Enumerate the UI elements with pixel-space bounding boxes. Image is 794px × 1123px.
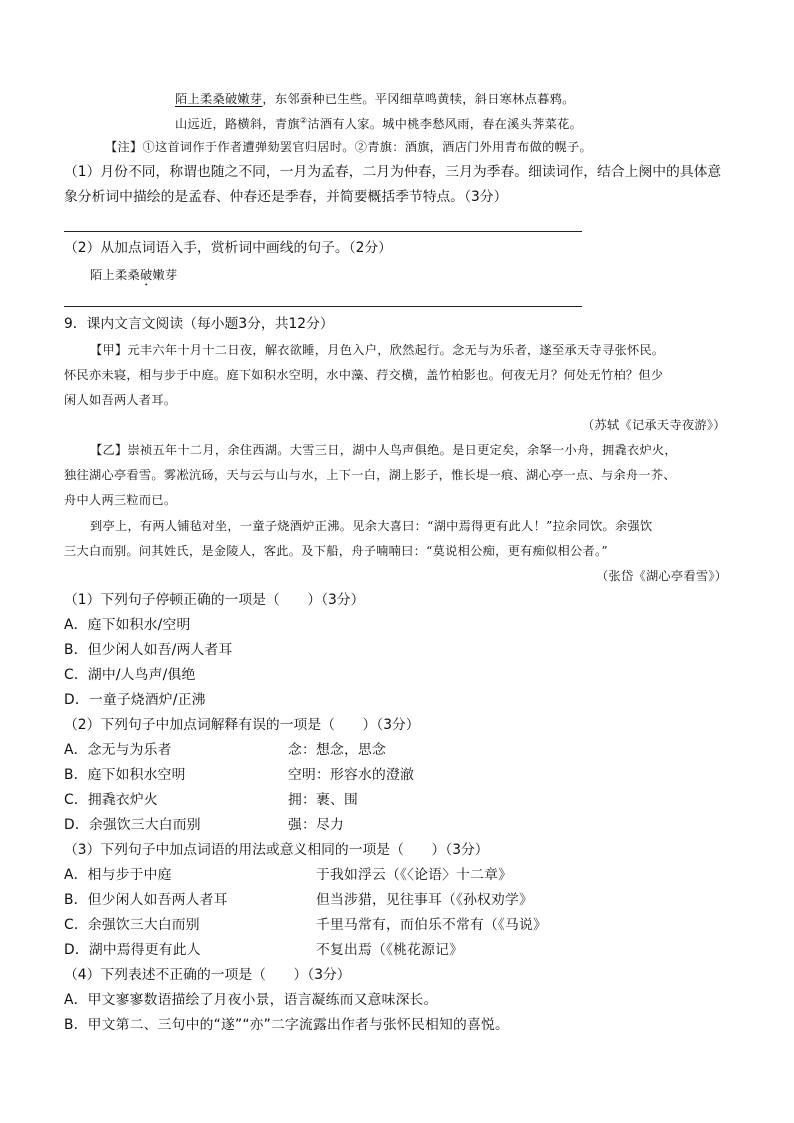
sub2-option-d[interactable]: D．余强饮三大白而别 xyxy=(64,817,201,833)
sub4-option-b[interactable]: B．甲文第二、三句中的“遂”“亦”二字流露出作者与张怀民相知的喜悦。 xyxy=(64,1017,509,1033)
sub3-option-c[interactable]: C．余强饮三大白而别 xyxy=(64,917,200,933)
yi-source: （张岱《湖心亭看雪》） xyxy=(596,569,728,583)
emphasis-dot-word: 破 xyxy=(139,268,153,282)
q8-sub2-quote: 陌上柔桑破嫩芽 xyxy=(90,268,178,282)
sub3-option-a-compare: 于我如浮云（《〈论语〉十二章》 xyxy=(316,867,513,883)
jia-line-1: 【甲】元丰六年十月十二日夜，解衣欲睡，月色入户，欣然起行。念无与为乐者，遂至承天寺寻张怀民。 xyxy=(90,343,665,357)
sub2-option-c-gloss: 拥：裹、围 xyxy=(288,792,358,808)
yi-line-1: 【乙】崇祯五年十二月，余住西湖。大雪三日，湖中人鸟声俱绝。是日更定矣，余拏一小舟，拥毳衣炉火， xyxy=(90,443,677,457)
sub3-option-a[interactable]: A．相与步于中庭 xyxy=(64,867,172,883)
yi-line-4: 到亭上，有两人铺毡对坐，一童子烧酒炉正沸。见余大喜曰：“湖中焉得更有此人！”拉余同饮。余强饮 xyxy=(90,519,653,533)
q8-sub1-line1: （1）月份不同，称谓也随之不同，一月为孟春，二月为仲春，三月为季春。细读词作，结合上阕中的具体意 xyxy=(64,164,722,180)
sub1-stem: （1）下列句子停顿正确的一项是（ ）（3分） xyxy=(64,592,365,608)
sub1-option-a[interactable]: A．庭下如积水/空明 xyxy=(64,617,191,633)
q9-heading: 9．课内文言文阅读（每小题3分，共12分） xyxy=(64,316,334,332)
sub2-option-a-gloss: 念：想念，思念 xyxy=(288,742,386,758)
answer-line-1[interactable] xyxy=(64,231,582,232)
sub3-stem: （3）下列句子中加点词语的用法或意义相同的一项是（ ）（3分） xyxy=(64,842,489,858)
poem-line-1: 陌上柔桑破嫩芽，东邻蚕种已生些。平冈细草鸣黄犊，斜日寒林点暮鸦。 xyxy=(175,92,575,106)
answer-line-2[interactable] xyxy=(64,306,582,307)
sub2-option-b[interactable]: B．庭下如积水空明 xyxy=(64,767,186,783)
yi-line-3: 舟中人两三粒而已。 xyxy=(64,493,177,507)
sub1-option-d[interactable]: D．一童子烧酒炉/正沸 xyxy=(64,692,206,708)
sub3-option-c-compare: 千里马常有，而伯乐不常有（《马说》 xyxy=(316,917,548,933)
sub1-option-c[interactable]: C．湖中/人鸟声/俱绝 xyxy=(64,667,196,683)
q8-sub1-line2: 象分析词中描绘的是孟春、仲春还是季春，并简要概括季节特点。（3分） xyxy=(64,189,508,205)
sub2-stem: （2）下列句子中加点词解释有误的一项是（ ）（3分） xyxy=(64,717,420,733)
sub2-option-d-gloss: 强：尽力 xyxy=(288,817,344,833)
sub3-option-d[interactable]: D．湖中焉得更有此人 xyxy=(64,942,201,958)
sub4-option-a[interactable]: A．甲文寥寥数语描绘了月夜小景，语言凝练而又意味深长。 xyxy=(64,992,438,1008)
jia-line-2: 怀民亦未寝，相与步于中庭。庭下如积水空明，水中藻、荇交横，盖竹柏影也。何夜无月？何处无竹柏？但少 xyxy=(64,368,664,382)
sub2-option-b-gloss: 空明：形容水的澄澈 xyxy=(288,767,414,783)
sub2-option-a[interactable]: A．念无与为乐者 xyxy=(64,742,172,758)
sub1-option-b[interactable]: B．但少闲人如吾/两人者耳 xyxy=(64,642,233,658)
jia-line-3: 闲人如吾两人者耳。 xyxy=(64,393,177,407)
q8-sub2-line: （2）从加点词语入手，赏析词中画线的句子。（2分） xyxy=(64,240,392,256)
sub2-option-c[interactable]: C．拥毳衣炉火 xyxy=(64,792,158,808)
poem-line-2: 山远近，路横斜，青旗②沽酒有人家。城中桃李愁风雨，春在溪头荠菜花。 xyxy=(175,116,583,132)
yi-line-5: 三大白而别。问其姓氏，是金陵人，客此。及下船，舟子喃喃曰：“莫说相公痴，更有痴似相公者。” xyxy=(64,544,608,558)
sub3-option-d-compare: 不复出焉（《桃花源记》 xyxy=(316,942,464,958)
poem-underlined-sentence: 陌上柔桑破嫩芽 xyxy=(175,92,263,106)
jia-source: （苏轼《记承天寺夜游》） xyxy=(582,418,726,432)
poem-note: 【注】①这首词作于作者遭弹劾罢官归居时。②青旗：酒旗，酒店门外用青布做的幌子。 xyxy=(105,140,593,154)
sub3-option-b[interactable]: B．但少闲人如吾两人者耳 xyxy=(64,892,228,908)
sub4-stem: （4）下列表述不正确的一项是（ ）（3分） xyxy=(64,967,351,983)
yi-line-2: 独往湖心亭看雪。雾凇沆砀，天与云与山与水，上下一白，湖上影子，惟长堤一痕、湖心亭一点、与余舟一芥、 xyxy=(64,468,676,482)
sub3-option-b-compare: 但当涉猎，见往事耳（《孙权劝学》 xyxy=(316,892,534,908)
